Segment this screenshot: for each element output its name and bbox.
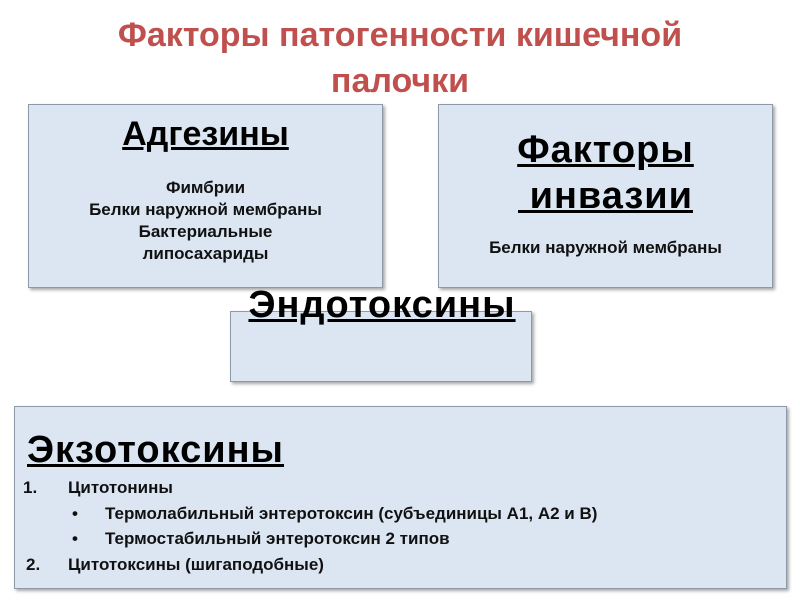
endotoxins-heading: Эндотоксины [248, 284, 516, 326]
exotoxins-item-cytotonins: Цитотонины [68, 478, 173, 497]
list-marker-1: 1. [23, 478, 38, 497]
list-marker-2: 2. [26, 555, 41, 574]
slide-title-line-1: Факторы патогенности кишечной [117, 16, 683, 54]
invasion-factors-heading [439, 127, 772, 219]
adhesins-box [28, 104, 383, 288]
invasion-item-outer-membrane-proteins: Белки наружной мембраны [489, 238, 722, 257]
exotoxins-box [14, 406, 787, 589]
endotoxins-box [230, 284, 532, 382]
adhesins-list [29, 177, 382, 265]
adhesins-item-outer-membrane-proteins: Белки наружной мембраны [89, 200, 322, 219]
adhesins-item-fimbriae: Фимбрии [165, 178, 246, 197]
slide-title [0, 12, 800, 104]
invasion-heading-line-1: Факторы [517, 129, 694, 171]
exotoxins-item-heat-stable-enterotoxin: Термостабильный энтеротоксин 2 типов [105, 529, 450, 548]
invasion-factors-box [438, 104, 773, 288]
adhesins-heading: Адгезины [122, 115, 289, 153]
bullet-icon: • [72, 529, 78, 548]
exotoxins-heading: Экзотоксины [27, 429, 284, 471]
adhesins-item-lipopolysaccharides: липосахариды [142, 244, 269, 263]
adhesins-item-bacterial: Бактериальные [138, 222, 273, 241]
invasion-heading-line-2: инвазии [518, 175, 693, 217]
exotoxins-item-heat-labile-enterotoxin: Термолабильный энтеротоксин (субъединицы А1, А2 и В) [105, 504, 598, 523]
exotoxins-item-cytotoxins: Цитотоксины (шигаподобные) [68, 555, 324, 574]
slide-title-line-2: палочки [330, 62, 470, 100]
bullet-icon: • [72, 504, 78, 523]
